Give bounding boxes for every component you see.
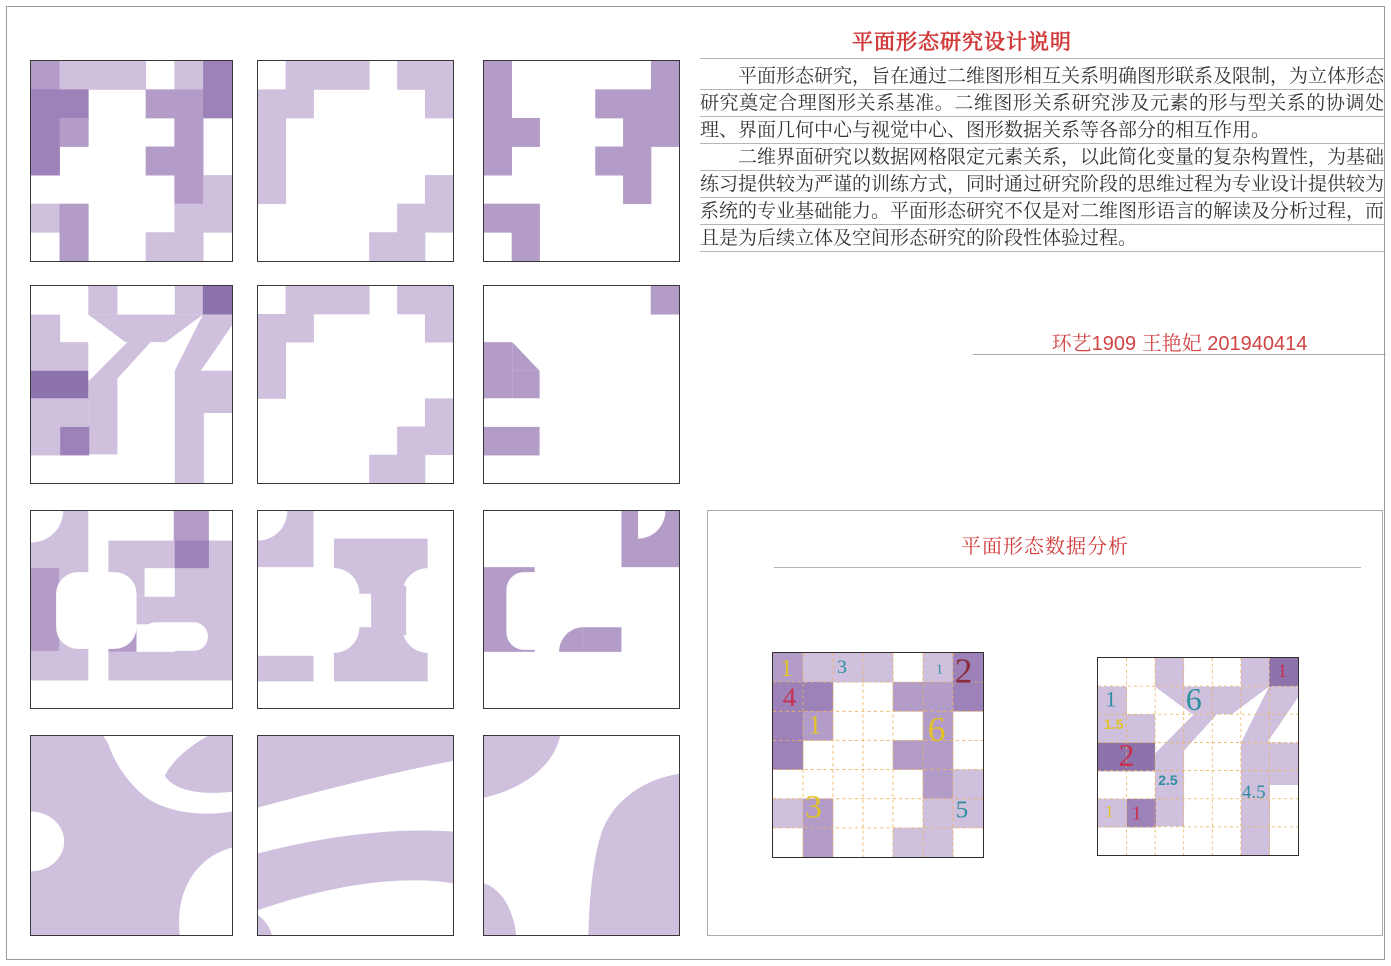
analysis-diagram-1 <box>772 652 984 858</box>
analysis-panel <box>707 510 1383 936</box>
pattern-tile-7 <box>30 510 233 709</box>
pattern-tile-10 <box>30 735 233 936</box>
analysis-title-rule <box>774 567 1361 568</box>
svg-text:1.5: 1.5 <box>1103 716 1124 732</box>
svg-text:5: 5 <box>955 796 969 824</box>
analysis-diagram-2 <box>1097 657 1299 856</box>
svg-text:6: 6 <box>927 710 946 749</box>
analysis-panel-title: 平面形态数据分析 <box>961 536 1129 558</box>
svg-text:1: 1 <box>1105 687 1117 712</box>
svg-text:1: 1 <box>1131 802 1142 825</box>
description-body <box>700 63 1384 252</box>
pattern-tile-9 <box>483 510 680 709</box>
svg-text:2.5: 2.5 <box>1158 772 1178 789</box>
pattern-tile-4 <box>30 285 233 484</box>
description-paragraph-2: 二维界面研究以数据网格限定元素关系，以此简化变量的复杂构置性，为基础练习提供较为严谨的训练方式，同时通过研究阶段的思维过程为专业设计提供较为系统的专业基础能力。平面形态研究不仅是对二维图形语言的解读及分析过程，而且是为后续立体及空间形态研究的阶段性体验过程。 <box>700 147 1385 249</box>
signature-rule-line <box>973 354 1386 355</box>
svg-text:3: 3 <box>837 656 847 678</box>
svg-text:2: 2 <box>954 653 973 691</box>
title-rule-line <box>700 58 1384 59</box>
svg-text:1: 1 <box>780 655 793 683</box>
description-paragraph-1: 平面形态研究，旨在通过二维图形相互关系明确图形联系及限制，为立体形态研究奠定合理图形关系基准。二维图形关系研究涉及元素的形与型关系的协调处理、界面几何中心与视觉中心、图形数据关系等各部分的相互作用。 <box>700 66 1385 141</box>
pattern-tile-8 <box>257 510 454 709</box>
svg-text:1: 1 <box>1277 661 1288 683</box>
pattern-tile-3 <box>483 60 680 262</box>
svg-text:3: 3 <box>805 788 822 826</box>
description-title: 平面形态研究设计说明 <box>852 31 1072 54</box>
svg-text:2: 2 <box>1118 738 1135 774</box>
svg-text:4.5: 4.5 <box>1241 782 1266 804</box>
svg-text:1: 1 <box>936 661 943 677</box>
pattern-tile-2 <box>257 60 454 262</box>
svg-text:6: 6 <box>1185 682 1202 717</box>
pattern-tile-6 <box>483 285 680 484</box>
svg-text:4: 4 <box>782 682 797 712</box>
pattern-tile-12 <box>483 735 680 936</box>
pattern-tile-11 <box>257 735 454 936</box>
student-signature: 环艺1909 王艳妃 201940414 <box>1051 333 1308 355</box>
pattern-tile-1 <box>30 60 233 262</box>
svg-text:1: 1 <box>808 710 822 740</box>
svg-text:1: 1 <box>1105 802 1114 822</box>
pattern-tile-5 <box>257 285 454 484</box>
